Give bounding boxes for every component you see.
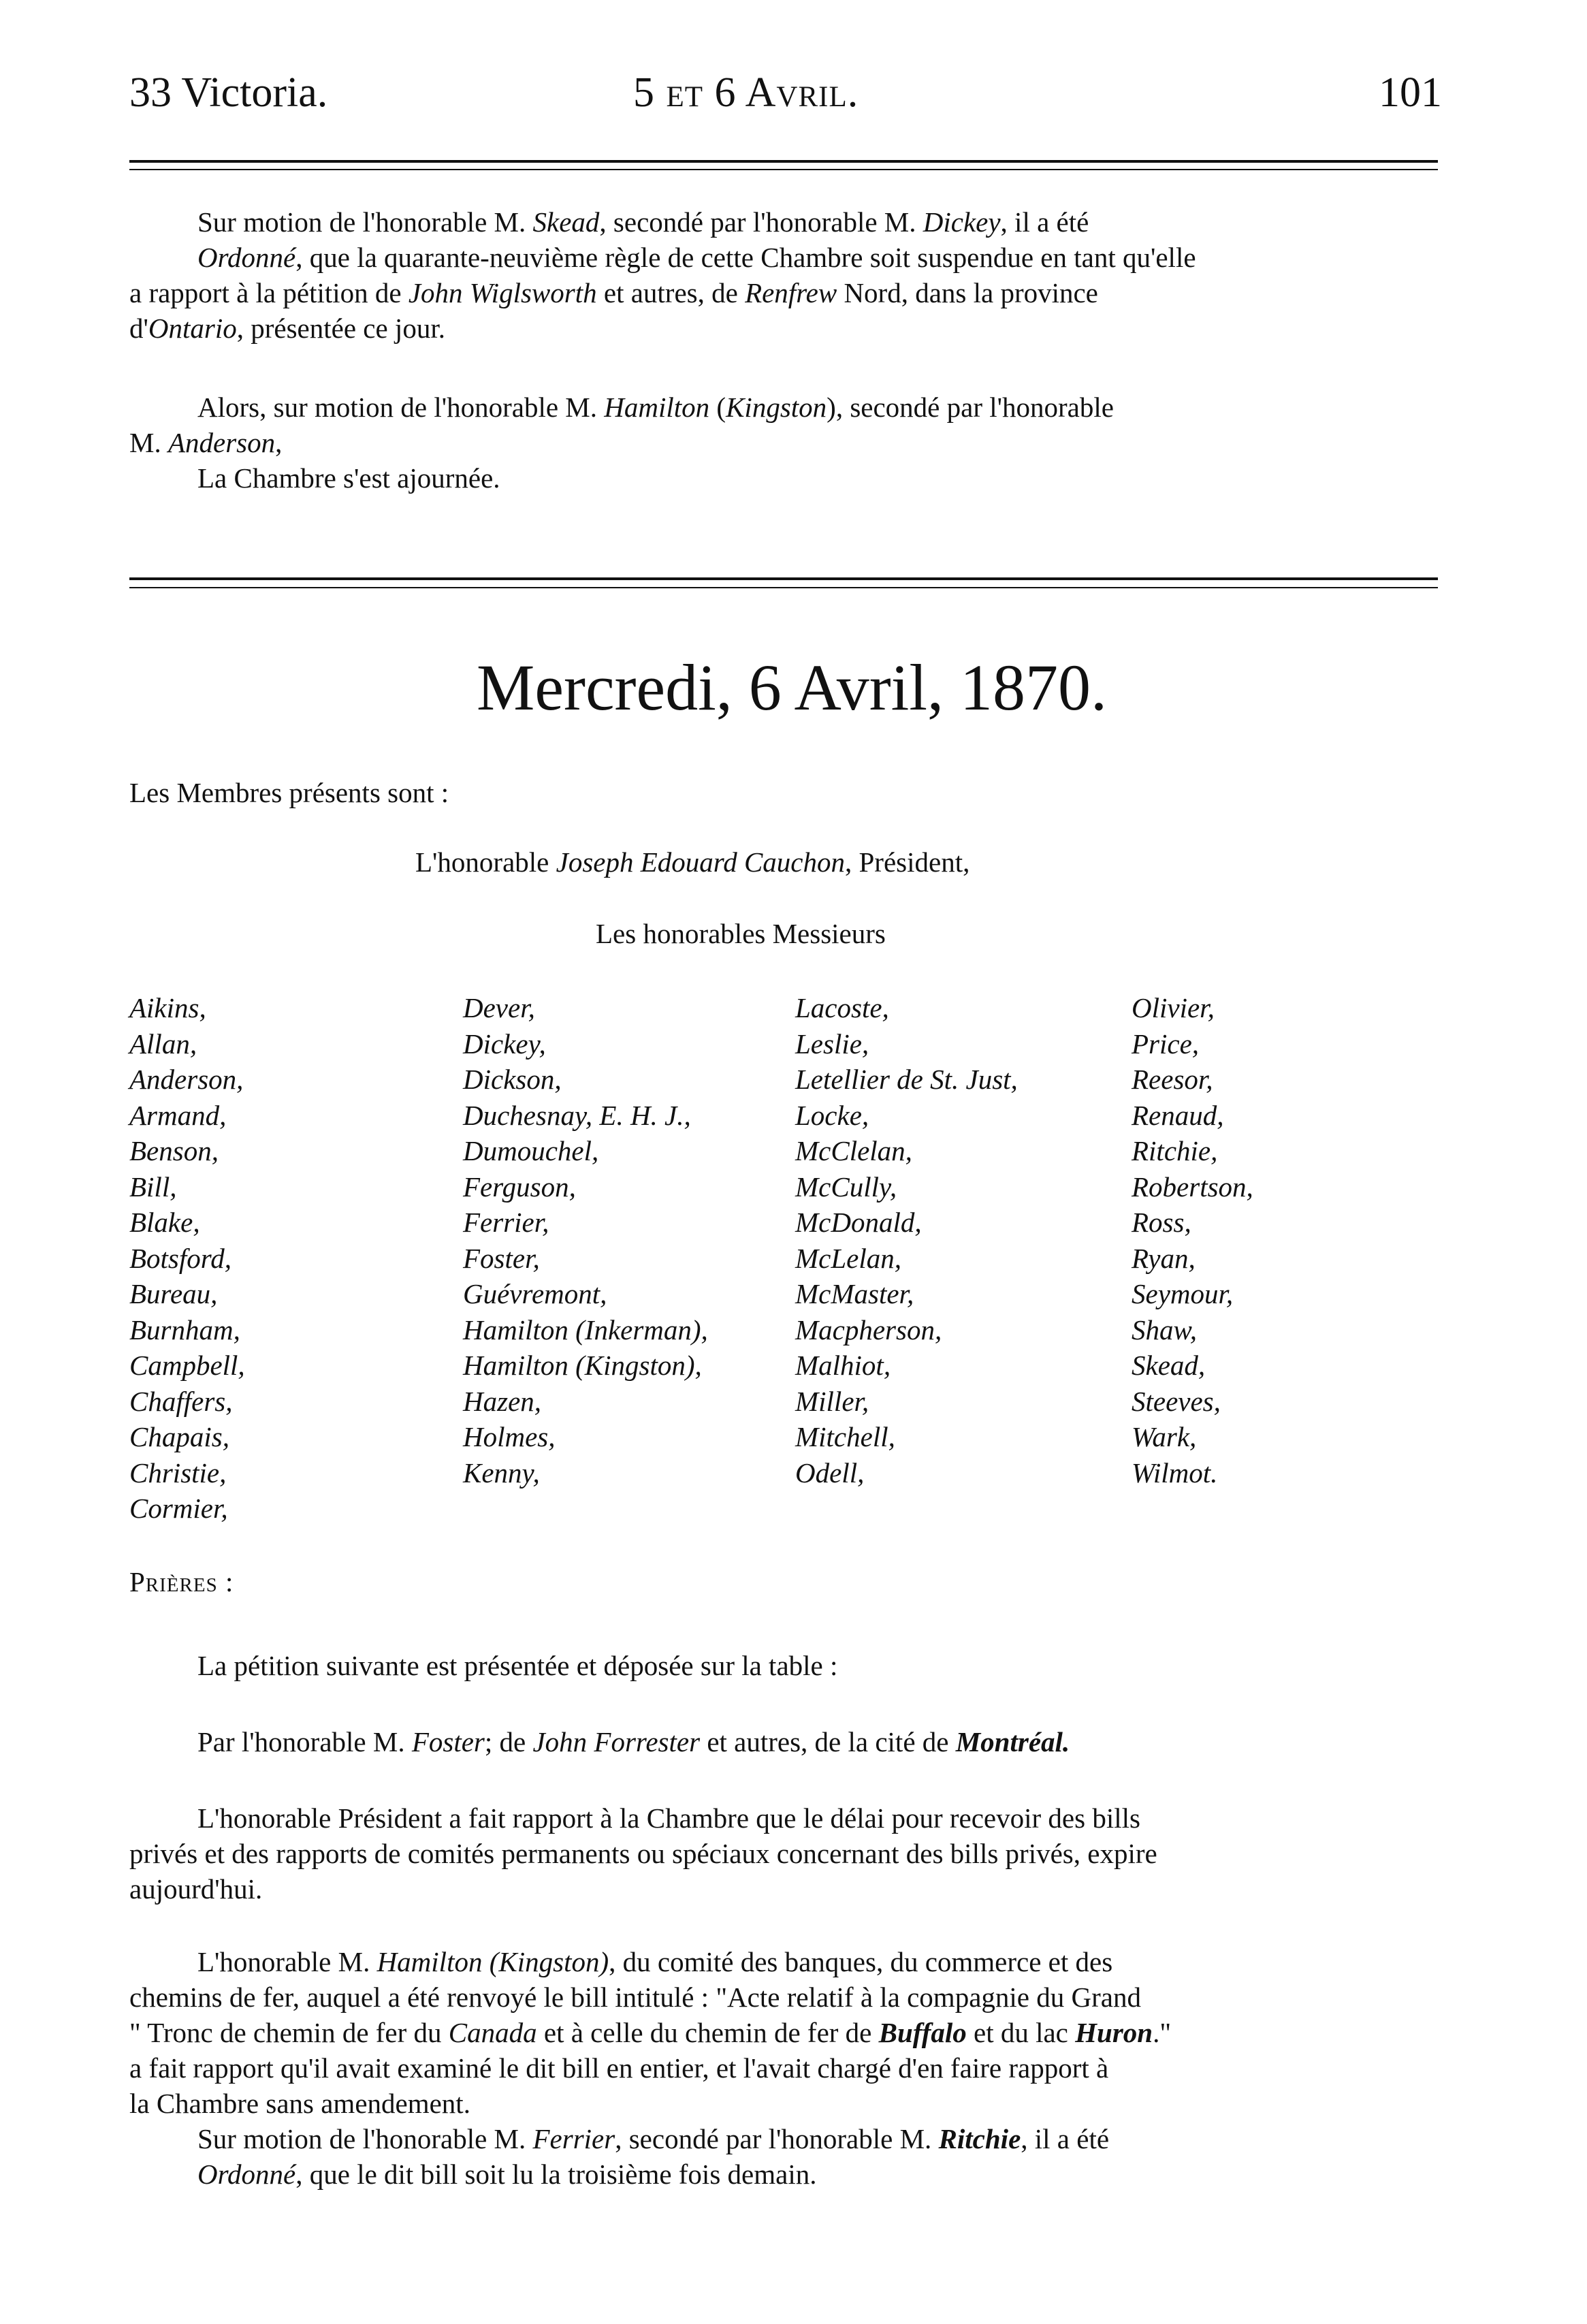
member-name: Anderson,: [129, 1064, 244, 1095]
member-name: Leslie,: [795, 1028, 869, 1060]
members-intro: Les Membres présents sont :: [129, 777, 449, 808]
member-name: Dickson,: [463, 1064, 562, 1095]
member-name: McMaster,: [795, 1278, 914, 1309]
member-name: Dickey,: [463, 1028, 546, 1060]
members-column-3: [795, 990, 1018, 1491]
members-column-1: [129, 990, 245, 1527]
member-name: Cormier,: [129, 1493, 228, 1524]
member-name: Hazen,: [463, 1385, 542, 1417]
member-name: Lacoste,: [795, 992, 889, 1023]
member-name: Locke,: [795, 1099, 869, 1131]
prayers-label: Prières :: [129, 1566, 234, 1597]
member-name: Robertson,: [1132, 1171, 1253, 1203]
member-name: Ferguson,: [463, 1171, 576, 1203]
paragraph-hamilton-report: L'honorable M. Hamilton (Kingston), du comité des banques, du commerce et des chemins de fer, auquel a été renvoyé le bill intitulé : "Acte relatif à la compagnie du Grand " Tronc de chemin de fer du Canada et à celle du chemin de fer de Buffalo et du lac Huron." a fait rapport qu'il avait examiné le dit bill en entier, et l'avait chargé d'en faire rapport à la Chambre sans amendement.: [129, 1946, 1172, 2119]
member-name: Campbell,: [129, 1350, 245, 1381]
header-left: 33 Victoria.: [129, 69, 328, 116]
header-rule-thin: [129, 169, 1438, 170]
petition-foster: Par l'honorable M. Foster; de John Forrester et autres, de la cité de Montréal.: [197, 1726, 1070, 1757]
member-name: Mitchell,: [795, 1421, 895, 1452]
member-name: Malhiot,: [795, 1350, 891, 1381]
member-name: Reesor,: [1132, 1064, 1213, 1095]
session-title: Mercredi, 6 Avril, 1870.: [477, 651, 1108, 724]
member-name: Ritchie,: [1132, 1135, 1218, 1166]
member-name: Odell,: [795, 1457, 865, 1489]
header-rule-thick: [129, 160, 1438, 163]
section-rule-thick: [129, 577, 1438, 580]
member-name: Macpherson,: [795, 1314, 942, 1346]
member-name: Dumouchel,: [463, 1135, 599, 1166]
member-name: Aikins,: [129, 992, 206, 1023]
member-name: Shaw,: [1132, 1314, 1198, 1346]
member-name: Olivier,: [1132, 992, 1215, 1023]
paragraph-president-report: L'honorable Président a fait rapport à la Chambre que le délai pour recevoir des bills privés et des rapports de comités permanents ou spéciaux concernant des bills privés, expire aujourd'hui.: [129, 1802, 1157, 1905]
member-name: Guévremont,: [463, 1278, 607, 1309]
member-name: Benson,: [129, 1135, 219, 1166]
member-name: Chaffers,: [129, 1385, 233, 1417]
section-rule-thin: [129, 587, 1438, 588]
member-name: Ross,: [1132, 1207, 1191, 1238]
member-name: Bureau,: [129, 1278, 218, 1309]
members-column-4: [1132, 990, 1253, 1491]
member-name: Skead,: [1132, 1350, 1206, 1381]
member-name: Wark,: [1132, 1421, 1197, 1452]
member-name: Miller,: [795, 1385, 869, 1417]
member-name: Dever,: [463, 992, 535, 1023]
member-name: Letellier de St. Just,: [795, 1064, 1018, 1095]
member-name: Steeves,: [1132, 1385, 1221, 1417]
member-name: Duchesnay, E. H. J.,: [463, 1099, 691, 1131]
members-column-2: [463, 990, 708, 1491]
paragraph-ferrier-motion: Sur motion de l'honorable M. Ferrier, secondé par l'honorable M. Ritchie, il a été Ordonné, que le dit bill soit lu la troisième fois demain.: [197, 2123, 1110, 2190]
header-center: 5 et 6 Avril.: [633, 69, 859, 116]
page-number: 101: [1379, 69, 1442, 116]
member-name: Holmes,: [463, 1421, 556, 1452]
member-name: Foster,: [463, 1242, 540, 1274]
adjournment-line: La Chambre s'est ajournée.: [197, 462, 500, 494]
member-name: Renaud,: [1132, 1099, 1224, 1131]
member-name: McLelan,: [795, 1242, 901, 1274]
paragraph-skead-motion: Sur motion de l'honorable M. Skead, secondé par l'honorable M. Dickey, il a été Ordonné, que la quarante-neuvième règle de cette Chambre soit suspendue en tant qu'elle a rapport à la pétition de John Wiglsworth et autres, de Renfrew Nord, dans la province d'Ontario, présentée ce jour.: [129, 206, 1196, 344]
member-name: Botsford,: [129, 1242, 231, 1274]
president-line: L'honorable Joseph Edouard Cauchon, Président,: [415, 846, 970, 878]
member-name: Hamilton (Kingston),: [463, 1350, 702, 1381]
member-name: Seymour,: [1132, 1278, 1234, 1309]
member-name: Ferrier,: [463, 1207, 549, 1238]
member-name: Blake,: [129, 1207, 200, 1238]
member-name: Burnham,: [129, 1314, 240, 1346]
honorables-heading: Les honorables Messieurs: [596, 918, 886, 949]
member-name: McDonald,: [795, 1207, 922, 1238]
member-name: Allan,: [129, 1028, 197, 1060]
member-name: Hamilton (Inkerman),: [463, 1314, 708, 1346]
member-name: Armand,: [129, 1099, 227, 1131]
member-name: Bill,: [129, 1171, 177, 1203]
member-name: Price,: [1132, 1028, 1200, 1060]
member-name: Kenny,: [463, 1457, 540, 1489]
member-name: Chapais,: [129, 1421, 229, 1452]
paragraph-adjournment: Alors, sur motion de l'honorable M. Hamilton (Kingston), secondé par l'honorable M. Anderson, La Chambre s'est ajournée.: [129, 389, 1438, 496]
member-name: McCully,: [795, 1171, 897, 1203]
member-name: Christie,: [129, 1457, 227, 1489]
petition-intro: La pétition suivante est présentée et déposée sur la table :: [197, 1650, 838, 1681]
member-name: Wilmot.: [1132, 1457, 1218, 1489]
member-name: McClelan,: [795, 1135, 912, 1166]
member-name: Ryan,: [1132, 1242, 1196, 1274]
